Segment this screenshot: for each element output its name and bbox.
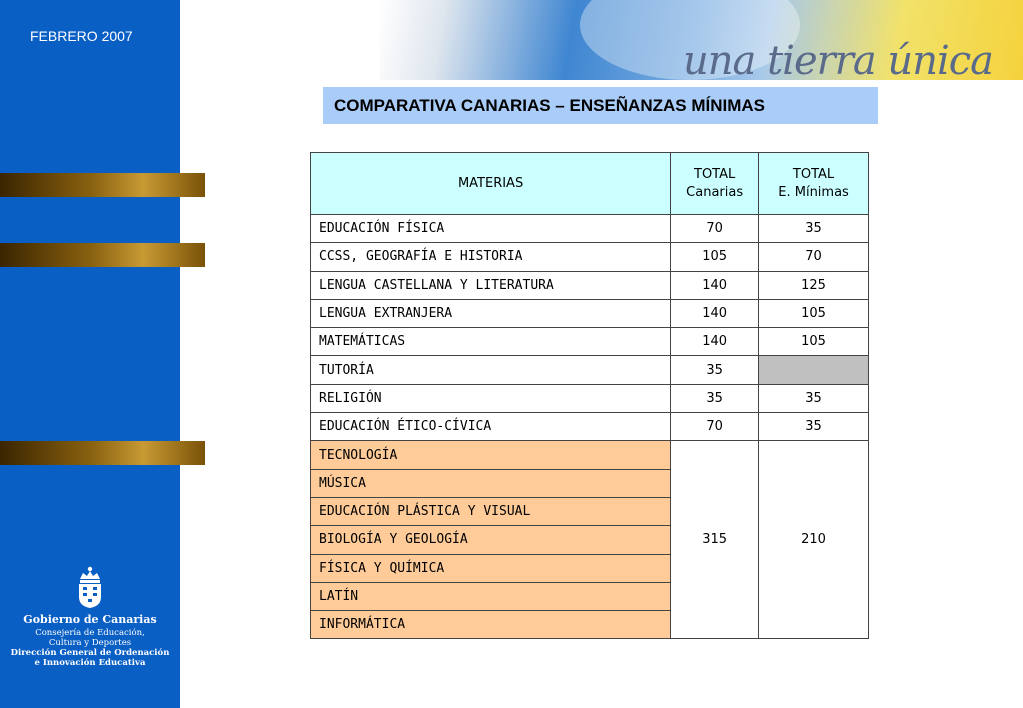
canarias-cell: 35	[671, 356, 759, 384]
optional-canarias-total: 315	[671, 441, 759, 639]
subject-cell: EDUCACIÓN ÉTICO-CÍVICA	[311, 413, 671, 441]
minimas-cell: 70	[759, 243, 869, 271]
canarias-cell: 105	[671, 243, 759, 271]
subject-cell: LENGUA EXTRANJERA	[311, 299, 671, 327]
canarias-cell: 140	[671, 299, 759, 327]
table-row	[311, 356, 869, 384]
subject-cell: TUTORÍA	[311, 356, 671, 384]
subject-cell: EDUCACIÓN FÍSICA	[311, 215, 671, 243]
table-row	[311, 413, 869, 441]
header-text: TOTAL	[792, 166, 835, 182]
logo-line: Dirección General de Ordenación	[10, 648, 170, 658]
canarias-cell: 70	[671, 413, 759, 441]
subject-cell: RELIGIÓN	[311, 384, 671, 412]
logo-line: e Innovación Educativa	[34, 658, 146, 668]
subject-cell: MATEMÁTICAS	[311, 328, 671, 356]
minimas-cell: 35	[759, 215, 869, 243]
subject-cell: LENGUA CASTELLANA Y LITERATURA	[311, 271, 671, 299]
banner-slogan: una tierra única	[683, 38, 993, 80]
optional-minimas-total: 210	[759, 441, 869, 639]
logo-title: Gobierno de Canarias	[23, 613, 157, 626]
minimas-cell: 105	[759, 328, 869, 356]
decorative-stripe	[0, 441, 205, 465]
header-materias: MATERIAS	[311, 153, 671, 215]
page-title: COMPARATIVA CANARIAS – ENSEÑANZAS MÍNIMAS	[323, 87, 878, 124]
canarias-cell: 35	[671, 384, 759, 412]
minimas-cell: 125	[759, 271, 869, 299]
table-row-optional	[311, 441, 869, 469]
header-text: TOTAL	[694, 166, 736, 182]
minimas-cell: 35	[759, 384, 869, 412]
subject-cell: CCSS, GEOGRAFÍA E HISTORIA	[311, 243, 671, 271]
crest-icon	[75, 565, 105, 609]
header-total-canarias	[671, 153, 759, 215]
header-banner	[380, 0, 1023, 80]
decorative-stripe	[0, 243, 205, 267]
optional-subject-cell: MÚSICA	[311, 469, 671, 497]
optional-subject-cell: LATÍN	[311, 582, 671, 610]
table-row	[311, 384, 869, 412]
canarias-cell: 140	[671, 271, 759, 299]
optional-subject-cell: FÍSICA Y QUÍMICA	[311, 554, 671, 582]
table-header-row	[311, 153, 869, 215]
header-text: E. Mínimas	[778, 184, 849, 200]
header-total-minimas	[759, 153, 869, 215]
logo-line: Cultura y Deportes	[48, 638, 132, 648]
sidebar	[0, 0, 180, 708]
canarias-cell: 70	[671, 215, 759, 243]
table-row	[311, 243, 869, 271]
optional-subject-cell: TECNOLOGÍA	[311, 441, 671, 469]
logo-line: Consejería de Educación,	[35, 628, 145, 638]
comparison-table	[310, 152, 869, 639]
optional-subject-cell: BIOLOGÍA Y GEOLOGÍA	[311, 526, 671, 554]
table-row	[311, 328, 869, 356]
table-row	[311, 215, 869, 243]
canarias-cell: 140	[671, 328, 759, 356]
optional-subject-cell: INFORMÁTICA	[311, 611, 671, 639]
minimas-cell: 105	[759, 299, 869, 327]
table-row	[311, 271, 869, 299]
gobierno-logo	[0, 565, 180, 668]
optional-subject-cell: EDUCACIÓN PLÁSTICA Y VISUAL	[311, 497, 671, 525]
minimas-cell-empty	[759, 356, 869, 384]
decorative-stripe	[0, 173, 205, 197]
date-label: FEBRERO 2007	[30, 28, 133, 44]
header-text: Canarias	[686, 184, 744, 200]
table-row	[311, 299, 869, 327]
minimas-cell: 35	[759, 413, 869, 441]
